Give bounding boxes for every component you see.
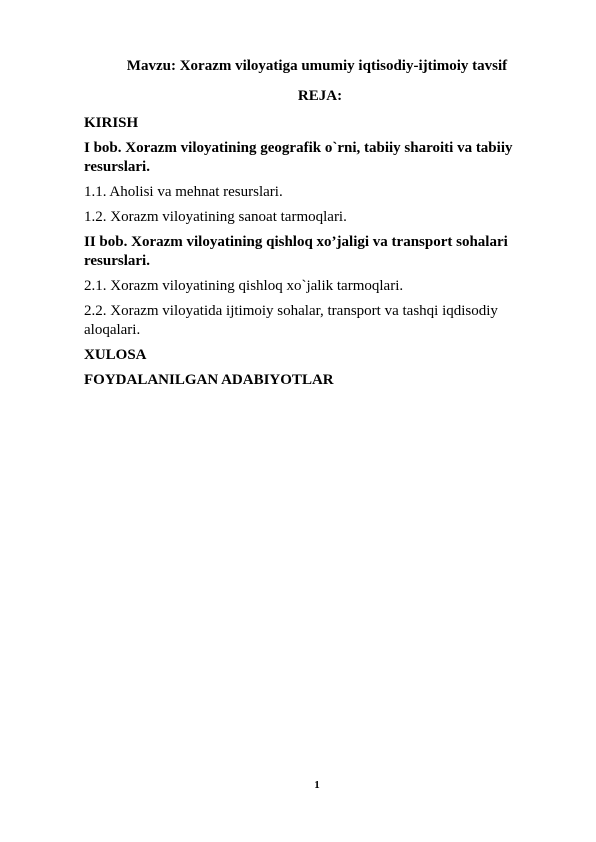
plan-item-section-2-2: 2.2. Xorazm viloyatida ijtimoiy sohalar, transport va tashqi iqdisodiy aloqalari. [84, 303, 498, 338]
plan-list [84, 114, 554, 396]
plan-heading: REJA: [297, 88, 343, 104]
page-number: 1 [314, 779, 320, 791]
plan-item-chapter-2: II bob. Xorazm viloyatining qishloq xo’jaligi va transport sohalari resurslari. [84, 234, 508, 269]
plan-item-section-2-1: 2.1. Xorazm viloyatining qishloq xo`jalik tarmoqlari. [84, 278, 404, 294]
plan-item-section-1-1: 1.1. Aholisi va mehnat resurslari. [84, 184, 283, 200]
plan-item-section-1-2: 1.2. Xorazm viloyatining sanoat tarmoqlari. [84, 209, 347, 225]
plan-item-introduction: KIRISH [84, 115, 139, 131]
plan-item-conclusion: XULOSA [84, 347, 147, 363]
plan-item-chapter-1: I bob. Xorazm viloyatining geografik o`rni, tabiiy sharoiti va tabiiy resurslari. [84, 140, 513, 175]
plan-item-references: FOYDALANILGAN ADABIYOTLAR [84, 372, 334, 388]
document-title: Mavzu: Xorazm viloyatiga umumiy iqtisodiy-ijtimoiy tavsif [126, 58, 508, 74]
